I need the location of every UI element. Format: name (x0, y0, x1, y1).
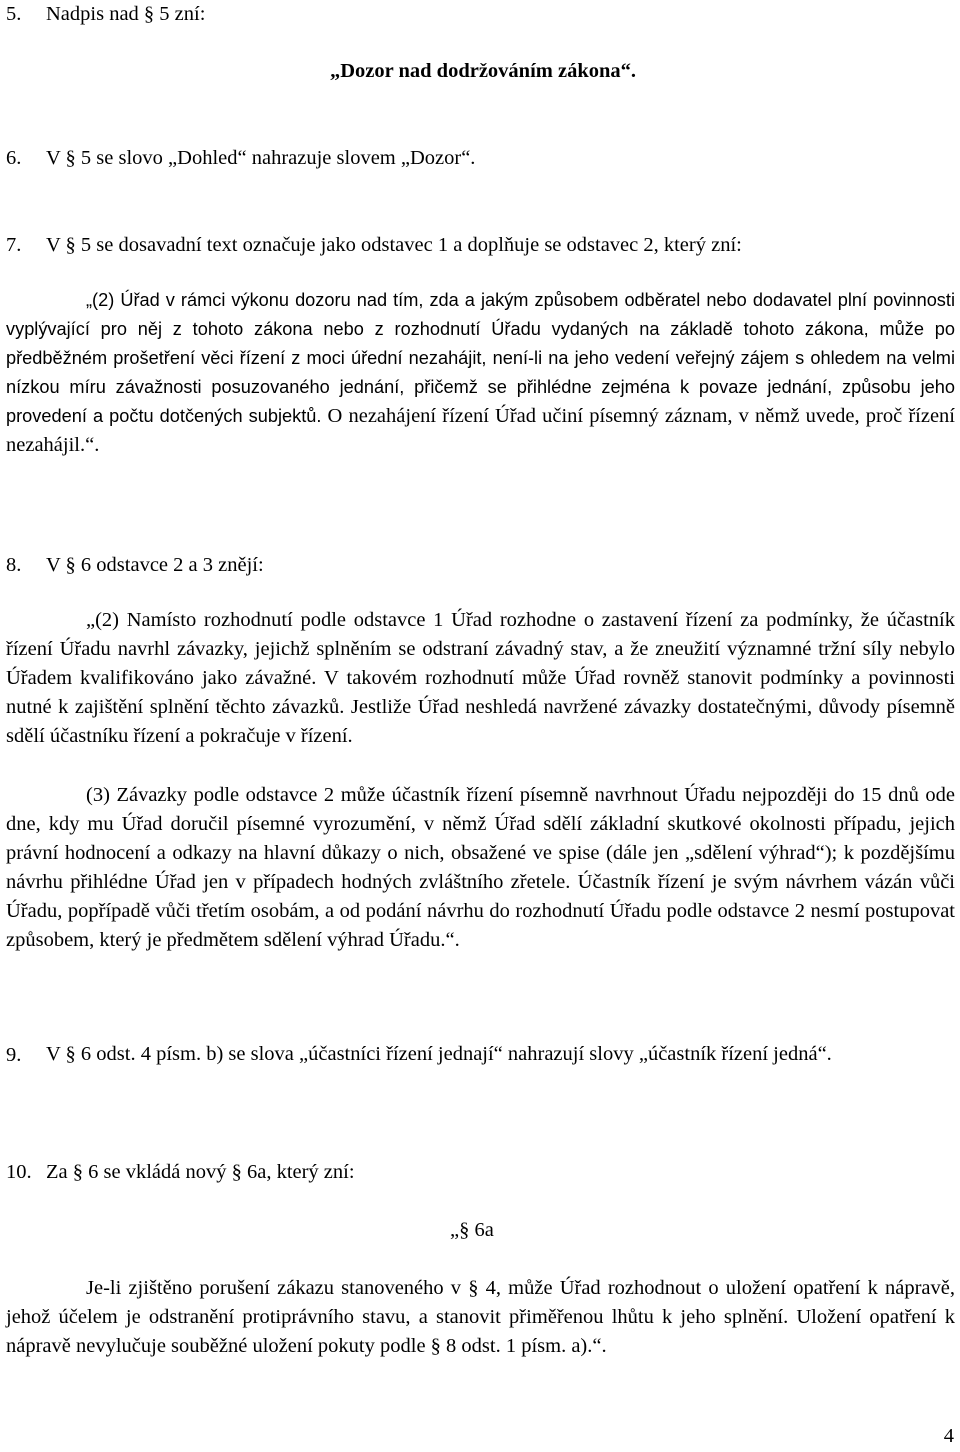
item-9-text: V § 6 odst. 4 písm. b) se slova „účastníci řízení jednají“ nahrazují slovy „účastník řízení jedná“. (46, 1043, 832, 1065)
page-number: 4 (943, 1425, 954, 1447)
paragraph-6a: Je-li zjištěno porušení zákazu stanoveného v § 4, může Úřad rozhodnout o uložení opatření k nápravě, jehož účelem je odstranění protiprávního stavu, a stanovit přiměřenou lhůtu k jeho splnění. Uložení opatření k nápravě nevylučuje souběžné uložení pokuty podle § 8 odst. 1 písm. a).“. (6, 1277, 955, 1357)
paragraph-8-3: (3) Závazky podle odstavce 2 může účastník řízení písemně navrhnout Úřadu nejpozději do 15 dnů ode dne, kdy mu Úřad doručil písemné vyrozumění, v němž Úřad sdělí základní skutkové okolnosti případu, jejich právní hodnocení a odkazy na hlavní důkazy o nich, obsažené ve spise (dále jen „sdělení výhrad“); k pozdějšímu návrhu přihlédne Úřad jen v případech hodných zvláštního zřetele. Účastník řízení je svým návrhem vázán vůči Úřadu, popřípadě vůči třetím osobám, a od podání návrhu do rozhodnutí Úřadu podle odstavce 2 nesmí postupovat způsobem, který je předmětem sdělení výhrad Úřadu.“. (6, 784, 955, 951)
item-text: V § 6 odstavce 2 a 3 znějí: (46, 554, 264, 576)
item-text: Nadpis nad § 5 zní: (46, 3, 206, 25)
paragraph-7 (6, 286, 955, 460)
item-text: V § 5 se slovo „Dohled“ nahrazuje slovem „Dozor“. (46, 147, 476, 169)
paragraph-7-tail: O nezahájení řízení Úřad učiní písemný záznam, v němž uvede, proč řízení nezahájil.“. (6, 405, 955, 456)
item-number: 6. (6, 147, 22, 169)
item-number: 9. (6, 1044, 22, 1066)
item-text: V § 5 se dosavadní text označuje jako odstavec 1 a doplňuje se odstavec 2, který zní: (46, 234, 742, 256)
paragraph-8-2: „(2) Namísto rozhodnutí podle odstavce 1 Úřad rozhodne o zastavení řízení za podmínky, že účastník řízení Úřadu navrhl závazky, jejichž splněním se odstraní závadný stav, a že zneužití významné tržní síly nebylo Úřadem kvalifikováno jako závažné. V takovém rozhodnutí může Úřad rovněž stanovit podmínky a povinnosti nutné k zajištění splnění těchto závazků. Jestliže Úřad neshledá navržené závazky dostatečnými, důvody písemně sdělí účastníku řízení a pokračuje v řízení. (6, 609, 955, 747)
heading-dozor: „Dozor nad dodržováním zákona“. (330, 60, 637, 82)
item-number: 8. (6, 554, 22, 576)
item-number: 5. (6, 3, 22, 25)
item-number: 10. (6, 1161, 32, 1183)
section-6a-heading: „§ 6a (450, 1219, 494, 1241)
item-number: 7. (6, 234, 22, 256)
item-text: Za § 6 se vkládá nový § 6a, který zní: (46, 1161, 355, 1183)
paragraph-7-body: „(2) Úřad v rámci výkonu dozoru nad tím, zda a jakým způsobem odběratel nebo dodavatel plní povinnosti vyplývající pro něj z tohoto zákona nebo z rozhodnutí Úřadu vydaných na základě tohoto zákona, může po předběžném prošetření věci řízení z moci úřední nezahájit, není-li na jeho vedení veřejný zájem s ohledem na velmi nízkou míru závažnosti posuzovaného jednání, přičemž se přihlédne zejména k povaze jednání, způsobu jeho provedení a počtu dotčených subjektů. (6, 290, 955, 426)
